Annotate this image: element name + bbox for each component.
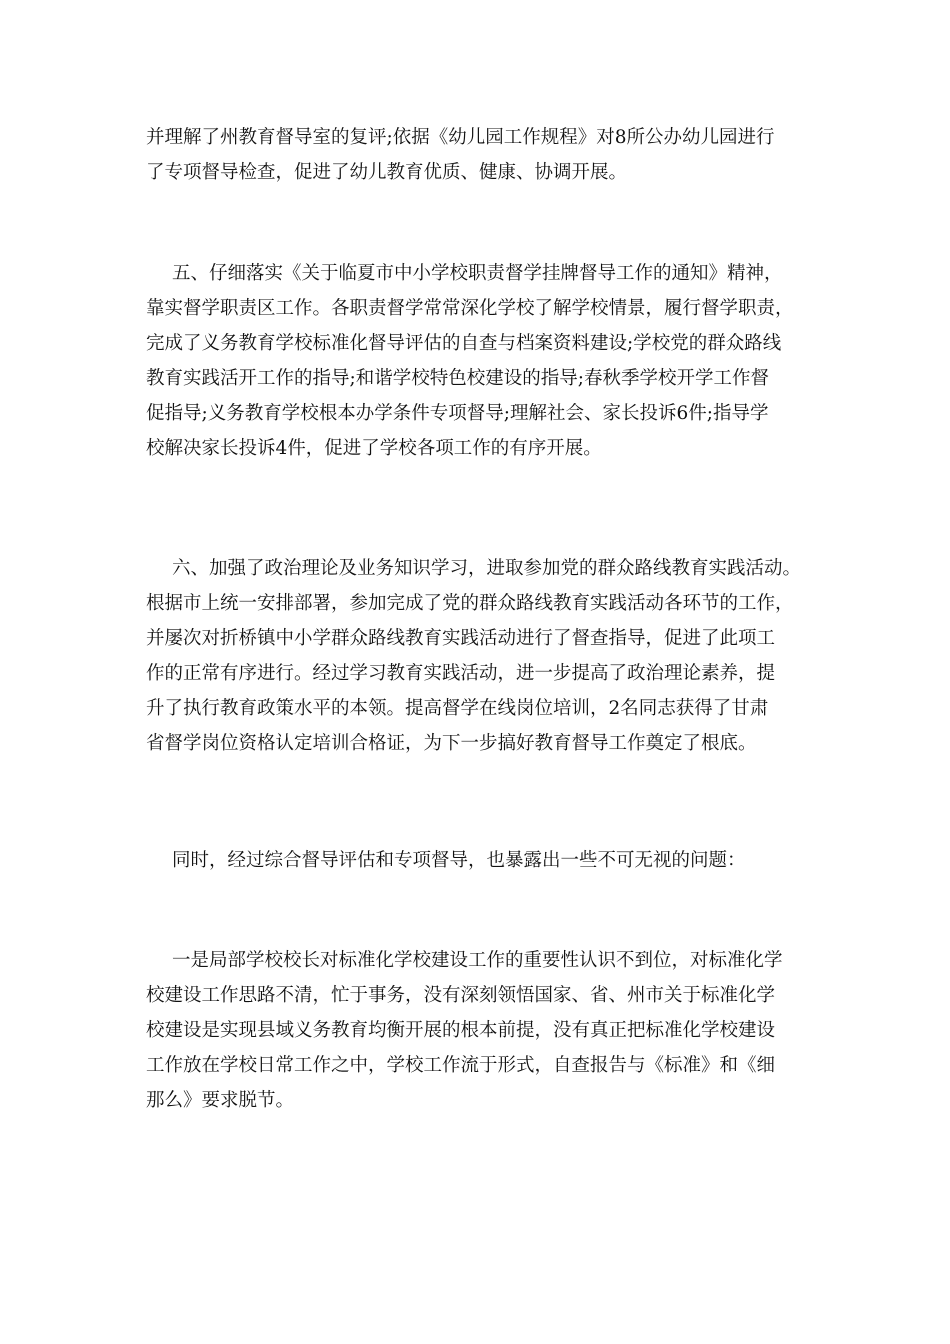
text-line: 靠实督学职责区工作。各职责督学常常深化学校了解学校情景，履行督学职责， — [146, 298, 794, 319]
paragraph-continuation — [146, 120, 826, 190]
text-line: 六、加强了政治理论及业务知识学习，进取参加党的群众路线教育实践活动。 — [172, 558, 802, 579]
text-line: 完成了义务教育学校标准化督导评估的自查与档案资料建设;学校党的群众路线 — [146, 333, 782, 354]
text-line: 五、仔细落实《关于临夏市中小学校职责督学挂牌督导工作的通知》精神， — [172, 263, 783, 284]
paragraph-section-five — [146, 256, 826, 466]
text-line: 了专项督导检查，促进了幼儿教育优质、健康、协调开展。 — [146, 162, 628, 183]
text-line: 工作放在学校日常工作之中，学校工作流于形式，自查报告与《标准》和《细 — [146, 1055, 776, 1076]
text-line: 校解决家长投诉4件，促进了学校各项工作的有序开展。 — [146, 438, 602, 459]
text-line: 作的正常有序进行。经过学习教育实践活动，进一步提高了政治理论素养，提 — [146, 663, 776, 684]
text-line: 根据市上统一安排部署，参加完成了党的群众路线教育实践活动各环节的工作， — [146, 593, 794, 614]
text-line: 一是局部学校校长对标准化学校建设工作的重要性认识不到位，对标准化学 — [172, 950, 783, 971]
paragraph-section-six — [146, 551, 826, 761]
text-line: 校建设是实现县域义务教育均衡开展的根本前提，没有真正把标准化学校建设 — [146, 1020, 776, 1041]
paragraph-problems-intro — [146, 843, 826, 878]
text-line: 那么》要求脱节。 — [146, 1090, 295, 1111]
text-line: 教育实践活开工作的指导;和谐学校特色校建设的指导;春秋季学校开学工作督 — [146, 368, 769, 389]
text-line: 同时，经过综合督导评估和专项督导，也暴露出一些不可无视的问题： — [172, 850, 746, 871]
paragraph-problem-one — [146, 943, 826, 1118]
text-line: 并理解了州教育督导室的复评;依据《幼儿园工作规程》对8所公办幼儿园进行 — [146, 127, 775, 148]
text-line: 省督学岗位资格认定培训合格证，为下一步搞好教育督导工作奠定了根底。 — [146, 733, 757, 754]
text-line: 促指导;义务教育学校根本办学条件专项督导;理解社会、家长投诉6件;指导学 — [146, 403, 769, 424]
text-line: 升了执行教育政策水平的本领。提高督学在线岗位培训，2名同志获得了甘肃 — [146, 698, 769, 719]
text-line: 校建设工作思路不清，忙于事务，没有深刻领悟国家、省、州市关于标准化学 — [146, 985, 776, 1006]
text-line: 并屡次对折桥镇中小学群众路线教育实践活动进行了督查指导，促进了此项工 — [146, 628, 776, 649]
